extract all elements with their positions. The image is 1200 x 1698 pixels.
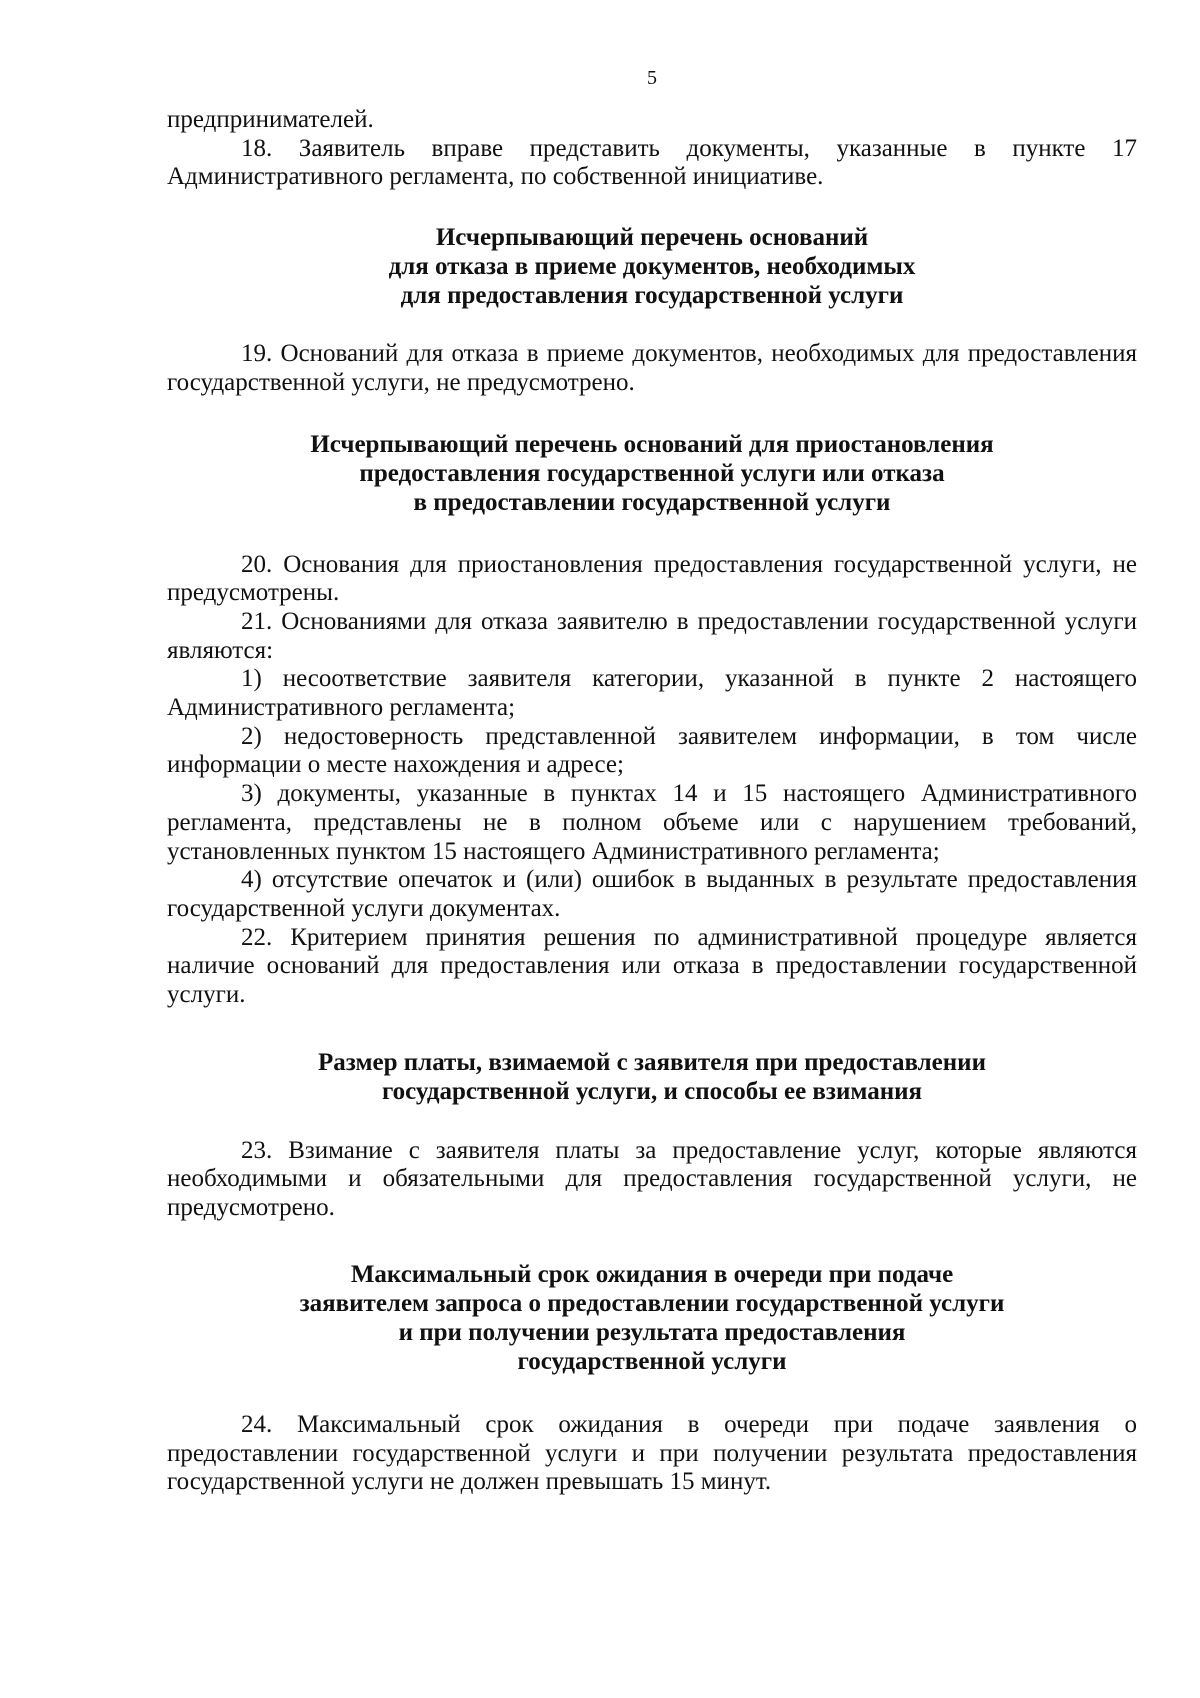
heading-line: Размер платы, взимаемой с заявителя при предоставлении bbox=[318, 1048, 986, 1076]
heading-line: государственной услуги bbox=[517, 1347, 787, 1375]
heading-line: в предоставлении государственной услуги bbox=[413, 488, 891, 516]
document-body bbox=[167, 106, 1137, 1497]
list-item-21-3: 3) документы, указанные в пунктах 14 и 15 настоящего Административного регламента, представлены не в полном объеме или с нарушением требований, установленных пунктом 15 настоящего Административного регламента; bbox=[167, 780, 1137, 865]
heading-line: и при получении результата предоставления bbox=[398, 1318, 906, 1346]
heading-line: Максимальный срок ожидания в очереди при подаче bbox=[350, 1260, 954, 1288]
heading-line: государственной услуги, и способы ее взимания bbox=[381, 1077, 923, 1105]
paragraph-20: 20. Основания для приостановления предоставления государственной услуги, не предусмотрены. bbox=[167, 550, 1137, 607]
list-item-21-1: 1) несоответствие заявителя категории, указанной в пункте 2 настоящего Административного регламента; bbox=[167, 665, 1137, 722]
paragraph-23: 23. Взимание с заявителя платы за предоставление услуг, которые являются необходимыми и обязательными для предоставления государственной услуги, не предусмотрено. bbox=[167, 1136, 1137, 1222]
heading-line: для предоставления государственной услуги bbox=[400, 282, 904, 310]
paragraph-19: 19. Оснований для отказа в приеме документов, необходимых для предоставления государственной услуги, не предусмотрено. bbox=[167, 340, 1137, 396]
paragraph-continuation: предпринимателей. bbox=[167, 106, 374, 133]
section-heading-refusal-documents bbox=[167, 223, 1137, 310]
paragraph-22: 22. Критерием принятия решения по административной процедуре является наличие оснований для предоставления или отказа в предоставлении государственной услуги. bbox=[167, 923, 1137, 1009]
section-heading-suspension-refusal bbox=[167, 430, 1137, 517]
paragraph-21: 21. Основаниями для отказа заявителю в предоставлении государственной услуги являются: bbox=[167, 607, 1137, 664]
heading-line: заявителем запроса о предоставлении государственной услуги bbox=[299, 1289, 1005, 1317]
list-item-21-4: 4) отсутствие опечаток и (или) ошибок в выданных в результате предоставления государственной услуги документах. bbox=[167, 866, 1137, 922]
heading-line: предоставления государственной услуги или отказа bbox=[359, 459, 945, 487]
heading-line: Исчерпывающий перечень оснований bbox=[435, 224, 869, 252]
section-heading-fee bbox=[167, 1048, 1137, 1106]
page-number: 5 bbox=[647, 67, 657, 89]
paragraph-18: 18. Заявитель вправе представить документы, указанные в пункте 17 Административного регламента, по собственной инициативе. bbox=[167, 134, 1137, 191]
section-heading-waiting-time bbox=[167, 1260, 1137, 1376]
heading-line: для отказа в приеме документов, необходимых bbox=[388, 253, 916, 281]
list-item-21-2: 2) недостоверность представленной заявителем информации, в том числе информации о месте нахождения и адресе; bbox=[167, 722, 1137, 779]
heading-line: Исчерпывающий перечень оснований для приостановления bbox=[310, 430, 994, 458]
document-page bbox=[167, 0, 1137, 1698]
paragraph-24: 24. Максимальный срок ожидания в очереди при подаче заявления о предоставлении государственной услуги и при получении результата предоставления государственной услуги не должен превышать 15 минут. bbox=[167, 1410, 1137, 1496]
